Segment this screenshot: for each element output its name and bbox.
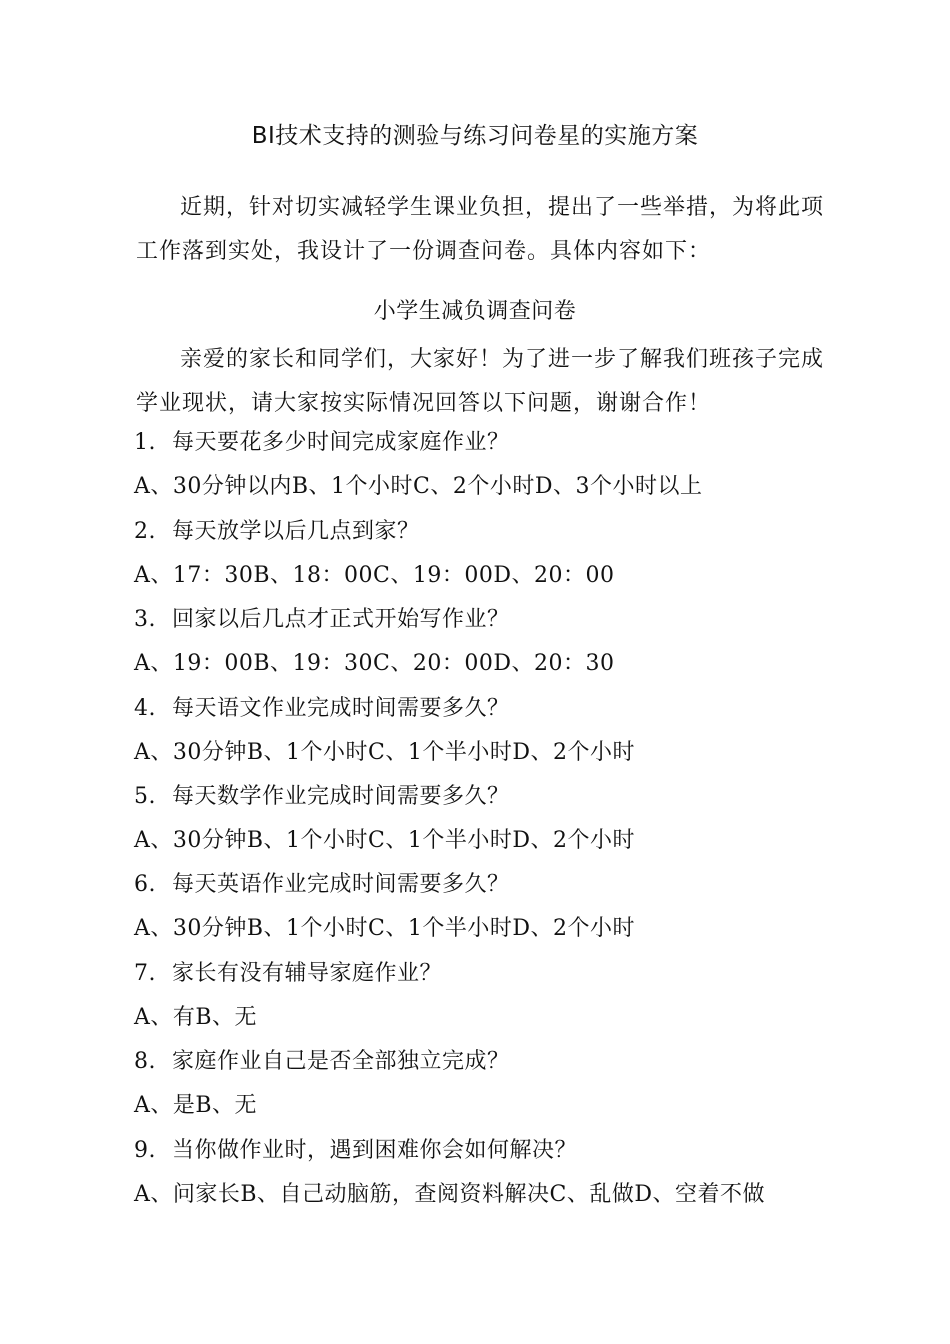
question-1-options: A、30分钟以内B、1个小时C、2个小时D、3个小时以上 <box>134 474 703 499</box>
question-3 <box>134 605 510 635</box>
question-4 <box>134 694 510 724</box>
question-number: 2. <box>134 519 156 544</box>
question-8-options: A、是B、无 <box>134 1093 258 1118</box>
question-7-options: A、有B、无 <box>134 1005 258 1030</box>
question-text: 家长有没有辅导家庭作业？ <box>172 961 443 986</box>
question-text: 回家以后几点才正式开始写作业？ <box>172 607 510 632</box>
question-number: 9. <box>134 1138 156 1163</box>
question-text: 当你做作业时，遇到困难你会如何解决？ <box>172 1138 578 1163</box>
question-5 <box>134 782 510 812</box>
question-3-options: A、19：00B、19：30C、20：00D、20：30 <box>134 651 615 676</box>
question-text: 每天英语作业完成时间需要多久？ <box>172 872 510 897</box>
question-text: 每天放学以后几点到家？ <box>172 519 420 544</box>
document-title: BI技术支持的测验与练习问卷星的实施方案 <box>251 123 699 149</box>
question-1 <box>134 428 510 458</box>
question-2-options: A、17：30B、18：00C、19：00D、20：00 <box>134 563 615 588</box>
question-text: 每天数学作业完成时间需要多久？ <box>172 784 510 809</box>
question-5-options: A、30分钟B、1个小时C、1个半小时D、2个小时 <box>134 828 636 853</box>
question-number: 5. <box>134 784 156 809</box>
intro-paragraph: 近期，针对切实减轻学生课业负担，提出了一些举措，为将此项工作落到实处，我设计了一份调查问卷。具体内容如下： <box>136 195 825 264</box>
question-8 <box>134 1047 510 1077</box>
question-text: 每天语文作业完成时间需要多久？ <box>172 696 510 721</box>
question-6 <box>134 870 510 900</box>
question-text: 家庭作业自己是否全部独立完成？ <box>172 1049 510 1074</box>
question-number: 7. <box>134 961 156 986</box>
question-4-options: A、30分钟B、1个小时C、1个半小时D、2个小时 <box>134 740 636 765</box>
survey-title: 小学生减负调查问卷 <box>373 299 577 324</box>
greeting-paragraph: 亲爱的家长和同学们，大家好！为了进一步了解我们班孩子完成学业现状，请大家按实际情况回答以下问题，谢谢合作！ <box>136 347 825 416</box>
question-number: 4. <box>134 696 156 721</box>
question-number: 3. <box>134 607 156 632</box>
question-6-options: A、30分钟B、1个小时C、1个半小时D、2个小时 <box>134 916 636 941</box>
question-number: 8. <box>134 1049 156 1074</box>
question-7 <box>134 959 442 989</box>
question-2 <box>134 517 420 547</box>
question-number: 1. <box>134 430 156 455</box>
question-text: 每天要花多少时间完成家庭作业？ <box>172 430 510 455</box>
question-number: 6. <box>134 872 156 897</box>
question-9 <box>134 1136 577 1166</box>
question-9-options: A、问家长B、自己动脑筋，查阅资料解决C、乱做D、空着不做 <box>134 1182 766 1207</box>
